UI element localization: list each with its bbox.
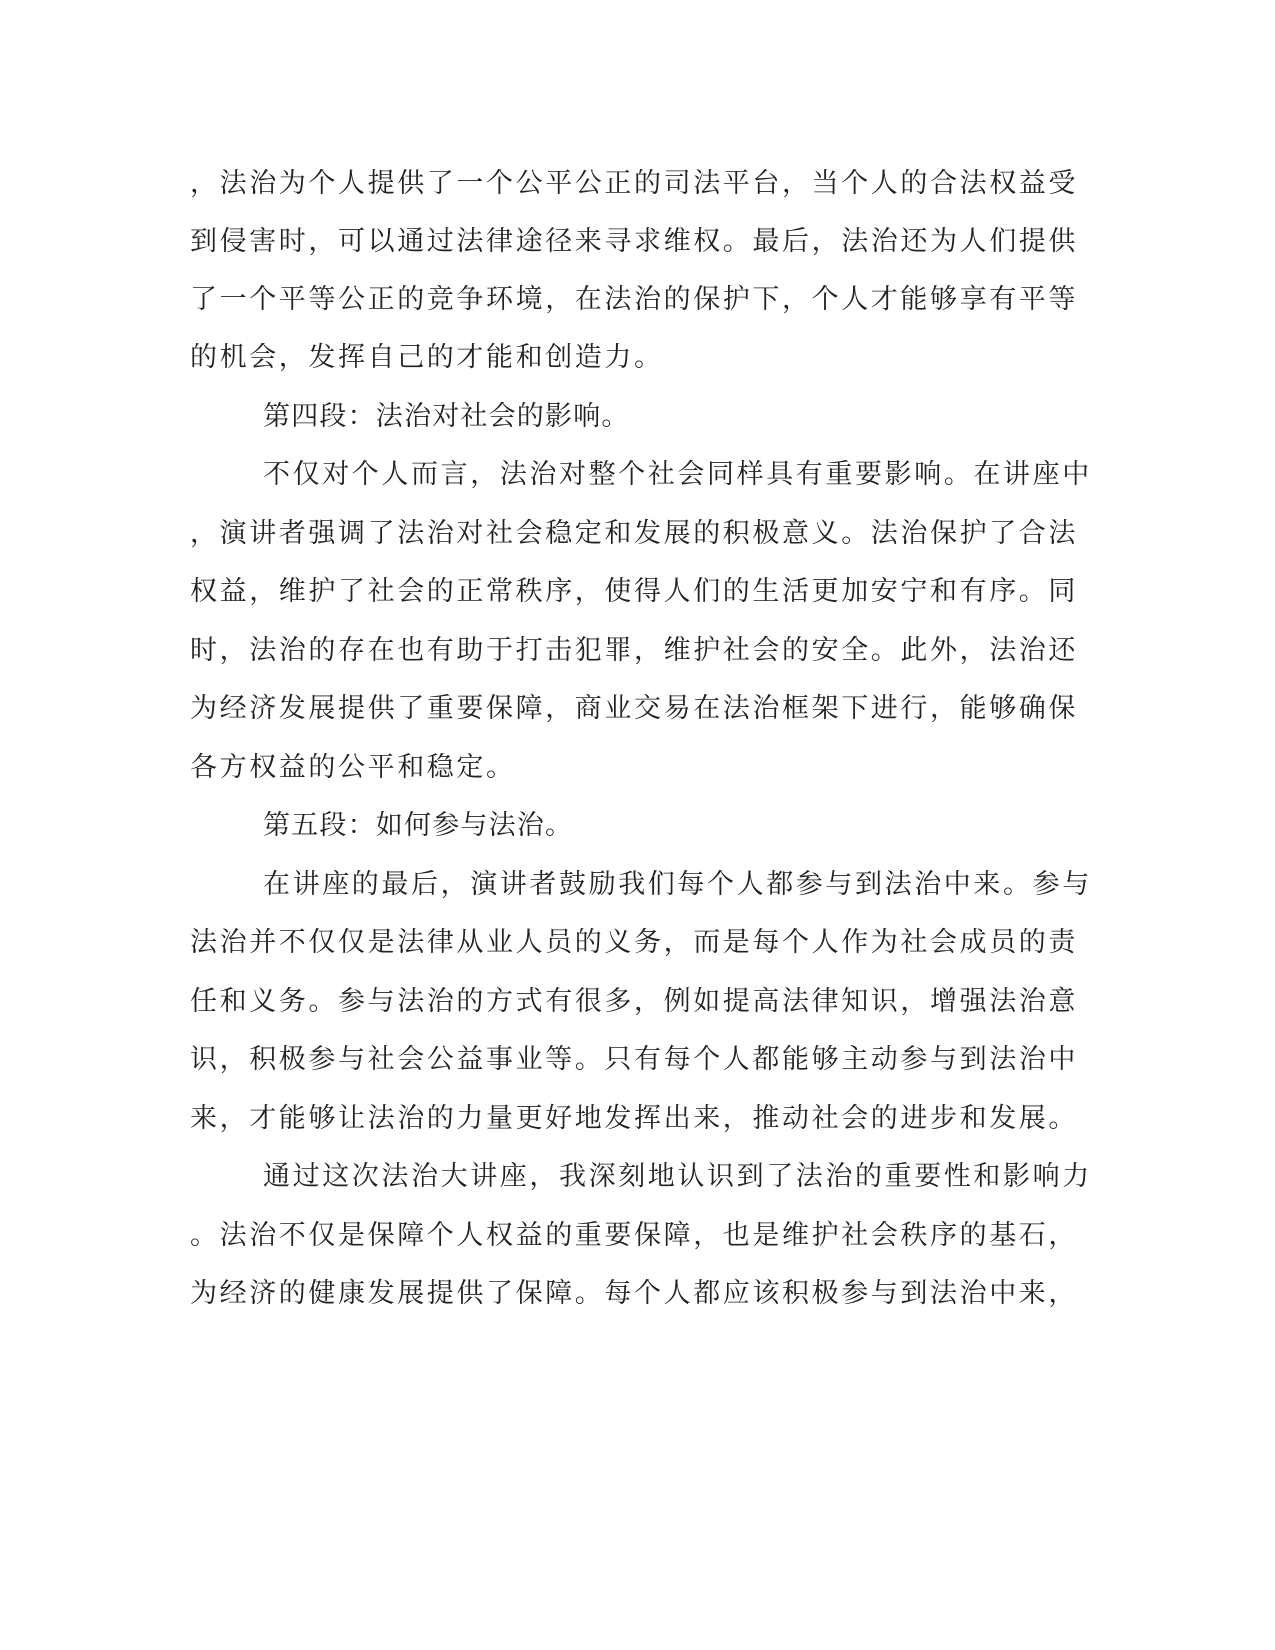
paragraph-line: 各方权益的公平和稳定。 — [190, 752, 516, 783]
paragraph-line: 识，积极参与社会公益事业等。只有每个人都能够主动参与到法治中 — [190, 1044, 1078, 1075]
paragraph-line: 通过这次法治大讲座，我深刻地认识到了法治的重要性和影响力 — [263, 1161, 1092, 1192]
paragraph-line: 在讲座的最后，演讲者鼓励我们每个人都参与到法治中来。参与 — [263, 869, 1092, 900]
paragraph-line: 到侵害时，可以通过法律途径来寻求维权。最后，法治还为人们提供 — [190, 226, 1078, 257]
paragraph-line: ，法治为个人提供了一个公平公正的司法平台，当个人的合法权益受 — [190, 168, 1078, 199]
paragraph-line: ，演讲者强调了法治对社会稳定和发展的积极意义。法治保护了合法 — [190, 518, 1078, 549]
paragraph-line: 。法治不仅是保障个人权益的重要保障，也是维护社会秩序的基石， — [190, 1220, 1078, 1251]
section-heading-5: 第五段：如何参与法治。 — [263, 810, 574, 841]
paragraph-line: 为经济发展提供了重要保障，商业交易在法治框架下进行，能够确保 — [190, 693, 1078, 724]
paragraph-line: 时，法治的存在也有助于打击犯罪，维护社会的安全。此外，法治还 — [190, 635, 1078, 666]
paragraph-line: 不仅对个人而言，法治对整个社会同样具有重要影响。在讲座中 — [263, 459, 1092, 490]
paragraph-line: 来，才能够让法治的力量更好地发挥出来，推动社会的进步和发展。 — [190, 1103, 1078, 1134]
section-heading-4: 第四段：法治对社会的影响。 — [263, 401, 630, 432]
paragraph-line: 权益，维护了社会的正常秩序，使得人们的生活更加安宁和有序。同 — [190, 576, 1078, 607]
paragraph-line: 的机会，发挥自己的才能和创造力。 — [190, 342, 664, 373]
paragraph-line: 了一个平等公正的竞争环境，在法治的保护下，个人才能够享有平等 — [190, 284, 1078, 315]
paragraph-line: 任和义务。参与法治的方式有很多，例如提高法律知识，增强法治意 — [190, 986, 1078, 1017]
paragraph-line: 法治并不仅仅是法律从业人员的义务，而是每个人作为社会成员的责 — [190, 927, 1078, 958]
paragraph-line: 为经济的健康发展提供了保障。每个人都应该积极参与到法治中来， — [190, 1278, 1078, 1309]
